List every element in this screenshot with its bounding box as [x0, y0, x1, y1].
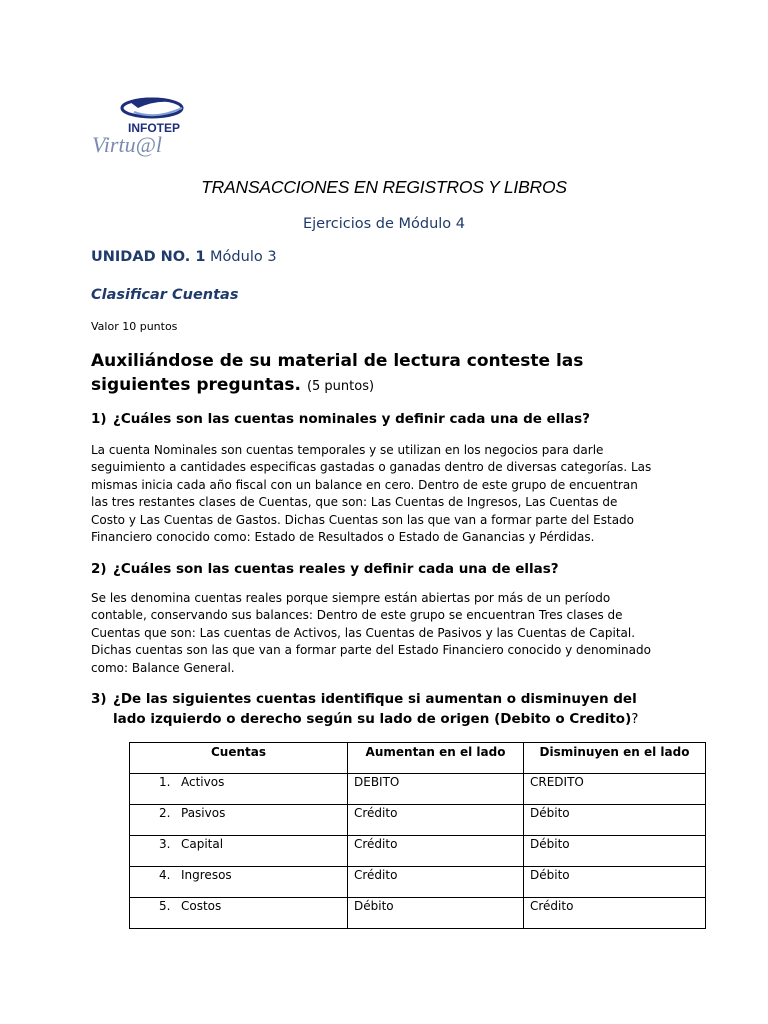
row-number: 4. [159, 868, 171, 882]
answer-1 [91, 442, 691, 546]
account-cell [130, 867, 348, 898]
increase-cell: DEBITO [348, 774, 524, 805]
answer-line: La cuenta Nominales son cuentas temporales y se utilizan en los negocios para darle [91, 443, 604, 457]
question-1 [91, 409, 691, 429]
account-name: Activos [181, 775, 225, 789]
question-text-line1: ¿De las siguientes cuentas identifique si aumentan o disminuyen del [113, 691, 637, 707]
unit-heading [91, 249, 277, 265]
answer-line: Se les denomina cuentas reales porque siempre están abiertas por más de un período [91, 591, 611, 605]
answer-line: Dichas cuentas son las que van a formar parte del Estado Financiero conocido y denominado [91, 643, 651, 658]
account-name: Pasivos [181, 806, 226, 820]
accounts-table [129, 742, 706, 929]
account-name: Costos [181, 899, 222, 913]
increase-cell: Crédito [348, 805, 524, 836]
header-aumentan: Aumentan en el lado [348, 743, 524, 774]
answer-line: Costo y Las Cuentas de Gastos. Dichas Cuentas son las que van a formar parte del Estado [91, 512, 635, 527]
account-cell [130, 836, 348, 867]
unit-label: UNIDAD NO. 1 [91, 249, 206, 265]
answer-line: como: Balance General. [91, 660, 235, 675]
increase-cell: Débito [348, 898, 524, 929]
unit-module: Módulo 3 [210, 249, 277, 265]
section-heading: Clasificar Cuentas [91, 287, 239, 303]
row-number: 1. [159, 775, 171, 789]
row-number: 3. [159, 837, 171, 851]
account-name: Ingresos [181, 868, 232, 882]
table-row [130, 805, 706, 836]
infotep-virtual-logo [90, 94, 200, 158]
question-text: ¿Cuáles son las cuentas reales y definir cada una de ellas? [113, 561, 559, 577]
decrease-cell: Débito [524, 836, 706, 867]
answer-line: las tres restantes clases de Cuentas, que son: Las Cuentas de Ingresos, Las Cuentas de [91, 495, 618, 510]
module-title: Ejercicios de Módulo 4 [302, 216, 466, 232]
increase-cell: Crédito [348, 867, 524, 898]
answer-line: seguimiento a cantidades especificas gastadas o ganadas dentro de diversas categorías. Las [91, 460, 652, 475]
row-number: 5. [159, 899, 171, 913]
table-row [130, 836, 706, 867]
account-cell [130, 774, 348, 805]
decrease-cell: Débito [524, 867, 706, 898]
answer-line: mismas inicia cada año fiscal con un balance en cero. Dentro de este grupo de encuentran [91, 477, 638, 492]
logo-line2: Virtu@l [92, 132, 162, 157]
table-header-row [130, 743, 706, 774]
intro-points: (5 puntos) [306, 379, 375, 394]
account-cell [130, 898, 348, 929]
answer-line: contable, conservando sus balances: Dentro de este grupo se encuentran Tres clases de [91, 608, 623, 623]
logo-line1: INFOTEP [127, 121, 181, 135]
question-3 [91, 689, 691, 729]
question-text-tail: ? [631, 711, 639, 727]
decrease-cell: Crédito [524, 898, 706, 929]
answer-line: Financiero conocido como: Estado de Resultados o Estado de Ganancias y Pérdidas. [91, 530, 595, 545]
question-number: 1) [91, 411, 107, 427]
decrease-cell: Débito [524, 805, 706, 836]
value-text: Valor 10 puntos [91, 320, 178, 333]
table-row [130, 898, 706, 929]
document-title: TRANSACCIONES EN REGISTROS Y LIBROS [201, 177, 567, 197]
intro-instruction [91, 349, 691, 399]
decrease-cell: CREDITO [524, 774, 706, 805]
intro-line1: Auxiliándose de su material de lectura conteste las [91, 351, 584, 371]
table-row [130, 774, 706, 805]
table-row [130, 867, 706, 898]
question-number: 2) [91, 561, 107, 577]
header-cuentas: Cuentas [130, 743, 348, 774]
row-number: 2. [159, 806, 171, 820]
account-name: Capital [181, 837, 224, 851]
question-text-line2: lado izquierdo o derecho según su lado de origen (Debito o Credito) [113, 711, 632, 727]
answer-line: Cuentas que son: Las cuentas de Activos, las Cuentas de Pasivos y las Cuentas de Capital. [91, 625, 636, 640]
intro-line2: siguientes preguntas. [91, 375, 302, 395]
question-2 [91, 559, 691, 579]
answer-2 [91, 590, 691, 677]
question-number: 3) [91, 691, 107, 707]
account-cell [130, 805, 348, 836]
header-disminuyen: Disminuyen en el lado [524, 743, 706, 774]
question-text: ¿Cuáles son las cuentas nominales y definir cada una de ellas? [113, 411, 591, 427]
increase-cell: Crédito [348, 836, 524, 867]
